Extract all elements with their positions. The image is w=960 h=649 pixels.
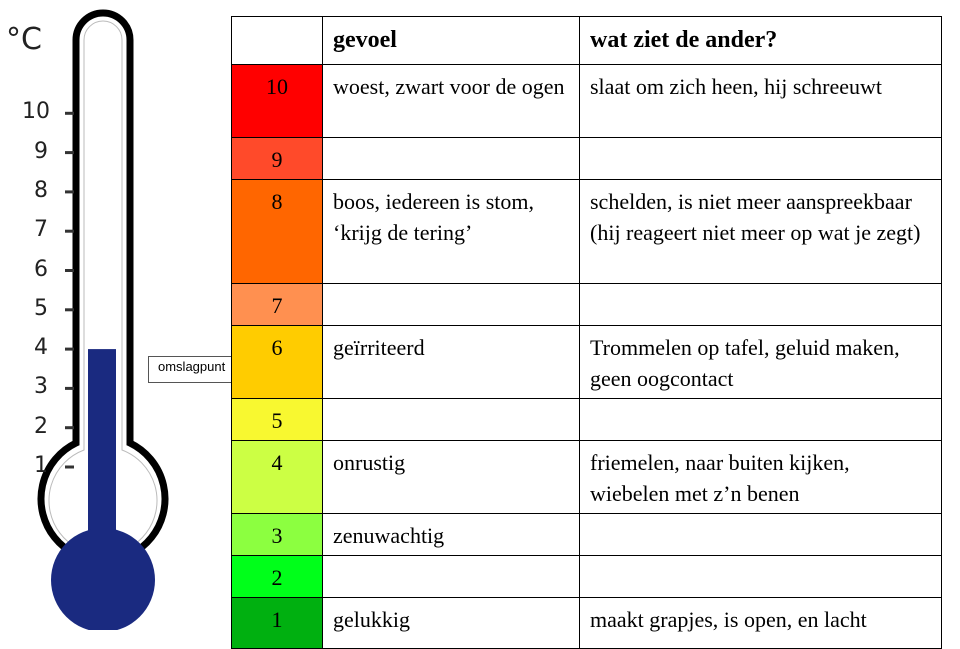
level-cell: 7 [232, 284, 323, 326]
level-cell: 1 [232, 598, 323, 649]
level-cell: 3 [232, 514, 323, 556]
gevoel-cell: boos, iedereen is stom, ‘krijg de tering’ [323, 180, 580, 284]
gevoel-cell: woest, zwart voor de ogen [323, 65, 580, 138]
header-ander: wat ziet de ander? [580, 17, 942, 65]
ander-cell [580, 284, 942, 326]
table-row [232, 65, 942, 138]
level-cell: 9 [232, 138, 323, 180]
gevoel-cell [323, 399, 580, 441]
table-row [232, 598, 942, 649]
tick-label: 2 [34, 413, 48, 439]
level-cell: 10 [232, 65, 323, 138]
table-row [232, 138, 942, 180]
level-cell: 2 [232, 556, 323, 598]
gevoel-cell: geïrriteerd [323, 326, 580, 399]
ander-cell: maakt grapjes, is open, en lacht [580, 598, 942, 649]
ander-cell [580, 138, 942, 180]
ander-cell: friemelen, naar buiten kijken, wiebelen met z’n benen [580, 441, 942, 514]
gevoel-cell [323, 284, 580, 326]
gevoel-cell: zenuwachtig [323, 514, 580, 556]
level-cell: 6 [232, 326, 323, 399]
table-row [232, 514, 942, 556]
gevoel-cell [323, 138, 580, 180]
ander-cell: Trommelen op tafel, geluid maken, geen oogcontact [580, 326, 942, 399]
tick-label: 3 [34, 374, 48, 400]
table-row [232, 284, 942, 326]
tick-label: 10 [22, 99, 50, 125]
ander-cell: slaat om zich heen, hij schreeuwt [580, 65, 942, 138]
table-header-row [232, 17, 942, 65]
arrow-label: omslagpunt [158, 359, 226, 374]
table-row [232, 326, 942, 399]
gevoel-cell [323, 556, 580, 598]
gevoel-cell: onrustig [323, 441, 580, 514]
tick-label: 7 [34, 217, 48, 243]
header-gevoel: gevoel [323, 17, 580, 65]
level-cell: 8 [232, 180, 323, 284]
table-row [232, 180, 942, 284]
ander-cell [580, 399, 942, 441]
tick-label: 1 [34, 453, 48, 478]
tick-label: 5 [34, 295, 48, 321]
header-level [232, 17, 323, 65]
tick-label: 4 [34, 335, 48, 361]
tick-label: 9 [34, 138, 48, 164]
table-row [232, 441, 942, 514]
unit-label: °C [6, 22, 42, 57]
table-row [232, 556, 942, 598]
thermometer-bulb [51, 528, 155, 630]
gevoel-cell: gelukkig [323, 598, 580, 649]
ander-cell: schelden, is niet meer aanspreekbaar (hij reageert niet meer op wat je zegt) [580, 180, 942, 284]
ander-cell [580, 556, 942, 598]
table-row [232, 399, 942, 441]
ander-cell [580, 514, 942, 556]
level-cell: 5 [232, 399, 323, 441]
level-cell: 4 [232, 441, 323, 514]
anger-scale-table [231, 16, 942, 649]
tick-label: 8 [34, 177, 48, 203]
tick-label: 6 [34, 256, 48, 282]
